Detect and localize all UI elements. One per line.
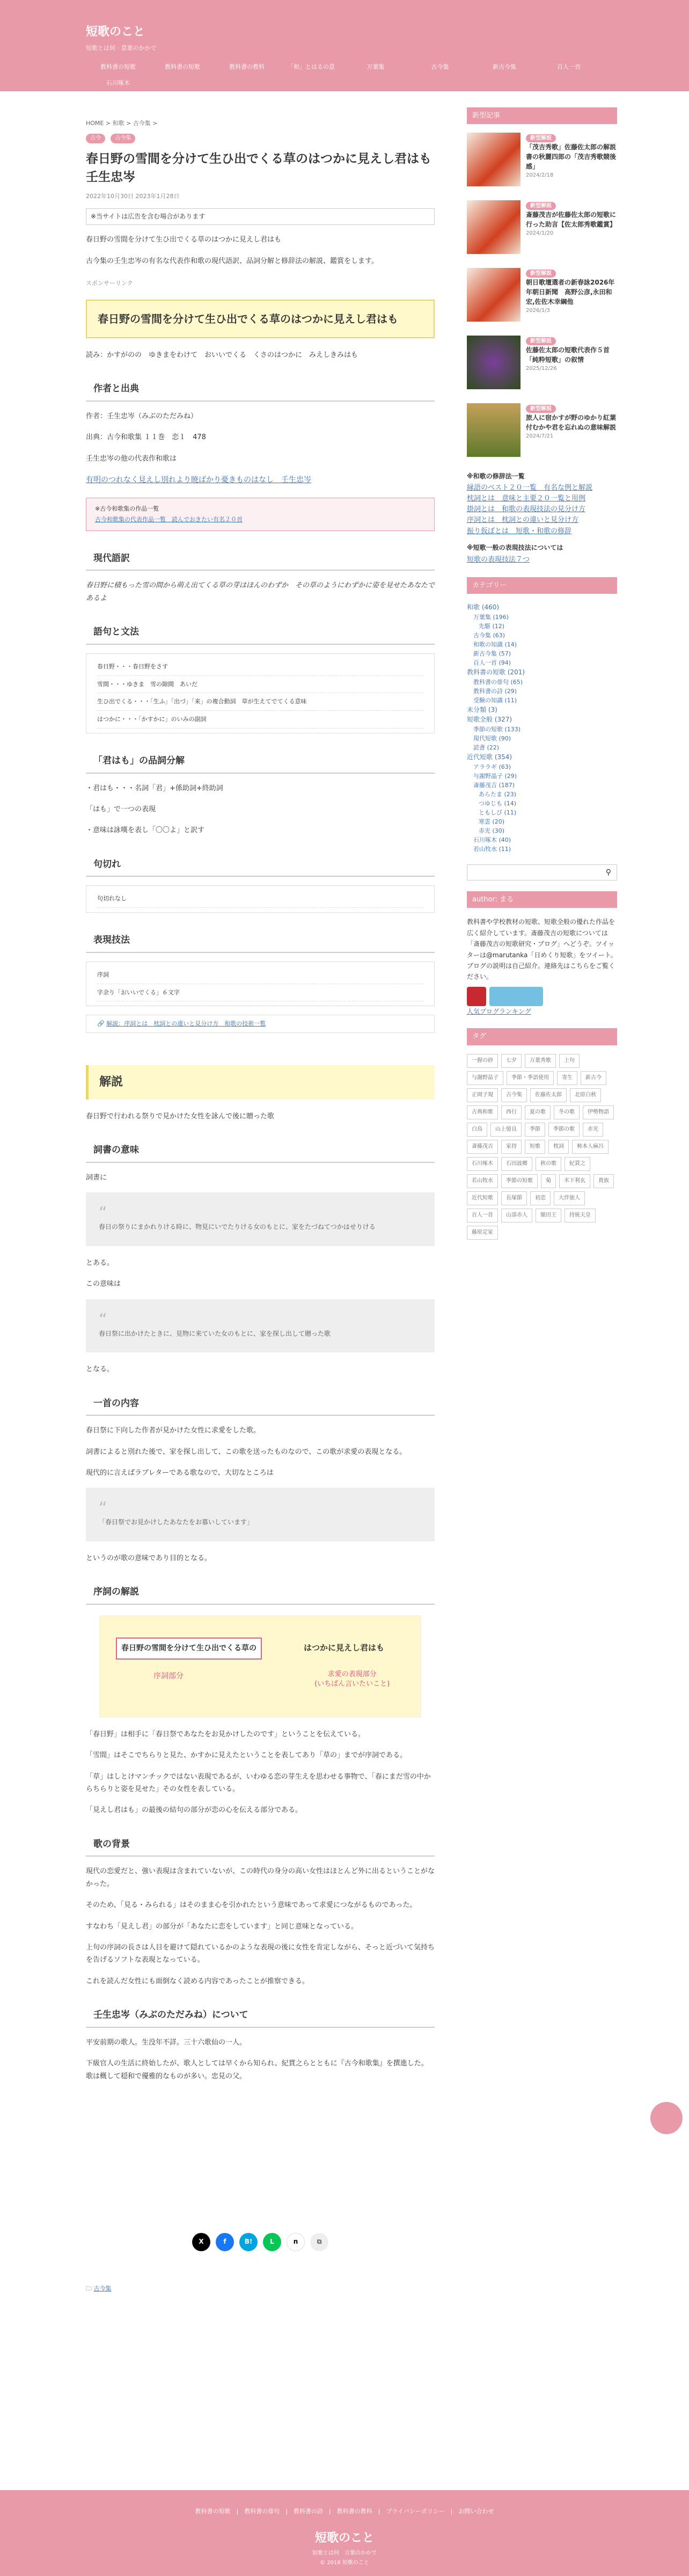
post-thumbnail[interactable] xyxy=(467,133,521,186)
sidebar-heading: カテゴリー xyxy=(467,577,617,594)
post-date: 2024/2/18 xyxy=(526,172,554,179)
footer-tagline: 短歌とは何 言葉のかかで xyxy=(312,2550,377,2557)
tag-link[interactable]: 新古今 xyxy=(581,1071,606,1085)
tag-link[interactable]: 伊勢物語 xyxy=(583,1105,614,1119)
site-logo[interactable]: 短歌のこと xyxy=(86,25,145,39)
hatena-share-button[interactable]: B! xyxy=(239,2233,258,2251)
tag-link[interactable]: 七夕 xyxy=(501,1054,522,1068)
tag-link[interactable]: 短歌 xyxy=(525,1140,545,1154)
list-item: 字余り「おいいでくる」６文字 xyxy=(97,984,423,1002)
tag-link[interactable]: 季節・季語使用 xyxy=(507,1071,554,1085)
rhetoric-links xyxy=(467,483,617,537)
ranking-icon[interactable] xyxy=(467,987,486,1006)
post-date: 2025/12/26 xyxy=(526,366,557,372)
section-heading: 句切れ xyxy=(86,853,435,877)
tag-link[interactable]: 佐藤佐太郎 xyxy=(530,1088,567,1102)
category-link[interactable]: 若山牧水 (11) xyxy=(473,846,511,853)
category-link[interactable]: 未分類 (3) xyxy=(467,705,497,714)
tech-link[interactable]: 解説：序詞とは 枕詞との違いと見分け方 和歌の技術一覧 xyxy=(106,1020,266,1028)
nav-item[interactable]: 教科書の短歌 xyxy=(100,63,136,70)
diagram-label: 序詞部分 xyxy=(153,1671,184,1680)
category-link[interactable]: 和歌 (460) xyxy=(467,603,500,612)
footer-links[interactable]: 教科書の短歌 | 教科書の俳句 | 教科書の詩 | 教科書の教科 | プライバシーポリシー | お問い合わせ xyxy=(195,2508,494,2515)
category-link[interactable]: 石川啄木 (40) xyxy=(473,836,511,843)
side-post[interactable] xyxy=(467,200,617,254)
body-text: 上句の序詞の長さは人目を避けて隠れているかのような表現の後に女性を肯定しながら、そっと近づいて気持ちを告げるソフトな表現となっている。 xyxy=(86,1943,435,1964)
related-box xyxy=(86,498,435,531)
quote-icon: “ xyxy=(99,1204,107,1223)
category-link[interactable]: 季節の短歌 (133) xyxy=(473,725,521,733)
tag-link[interactable]: 貴族 xyxy=(593,1174,614,1188)
source-text: 出典：古今和歌集 １１巻 恋１ 478 xyxy=(86,433,206,442)
body-text: この意味は xyxy=(86,1280,121,1289)
body-text: これを読んだ女性にも面倒なく読める内容であったことが推察できる。 xyxy=(86,1977,309,1985)
category-link[interactable]: 現代短歌 (90) xyxy=(473,734,511,742)
list-item: 序詞 xyxy=(97,966,423,984)
category-link[interactable]: 教科書の詩 (29) xyxy=(473,687,517,695)
category-link[interactable]: つゆじも (14) xyxy=(479,799,517,807)
list-item: 句切れなし xyxy=(97,890,423,908)
tag-link[interactable]: 上句 xyxy=(559,1054,580,1068)
tag-link[interactable]: 赤光 xyxy=(583,1123,603,1137)
author-text: 作者：壬生忠岑（みぶのただみね） xyxy=(86,412,198,420)
category-link[interactable]: 教科書の短歌 (201) xyxy=(467,668,525,676)
search-input[interactable] xyxy=(467,864,617,881)
scroll-top-button[interactable] xyxy=(650,2102,683,2134)
section-heading: 一首の内容 xyxy=(86,1392,435,1416)
tag-link[interactable]: 山上憶良 xyxy=(490,1123,522,1137)
category-link[interactable]: 斎藤茂吉 (187) xyxy=(473,781,515,789)
body-text: 春日祭に下向した作者が見かけた女性に求愛をした歌。 xyxy=(86,1427,261,1435)
footer-logo[interactable]: 短歌のこと xyxy=(314,2531,374,2545)
sidebar-heading: author: まる xyxy=(467,891,617,908)
tag-link[interactable]: 枕詞 xyxy=(548,1140,569,1154)
section-heading: 解説 xyxy=(86,1065,435,1100)
category-link[interactable]: 赤光 (30) xyxy=(479,827,505,834)
tech-list xyxy=(86,962,435,1007)
tag-link[interactable]: 夏の歌 xyxy=(525,1105,551,1119)
sponsor-label: スポンサーリンク xyxy=(86,280,133,287)
rhetoric-link[interactable]: 序詞とは 枕詞との違いと見分け方 xyxy=(467,516,579,525)
section-heading: 現代語訳 xyxy=(86,547,435,571)
tag-link[interactable]: 大伴旅人 xyxy=(554,1191,585,1205)
ranking-banners xyxy=(467,987,617,1006)
jokotoba-diagram xyxy=(99,1616,421,1718)
rhetoric-link[interactable]: 枕詞とは 意味と主要２０一覧と用例 xyxy=(467,494,586,503)
intro-text: 春日野の雪間を分けて生ひ出でくる草のはつかに見えし君はも xyxy=(86,236,282,244)
tag-link[interactable]: 初恋 xyxy=(530,1191,551,1205)
site-tagline: 短歌とは何 · 意葉のかかで xyxy=(86,44,157,52)
x-share-button[interactable]: X xyxy=(192,2233,210,2251)
kire-list xyxy=(86,885,435,913)
post-badge: 新型解説 xyxy=(526,134,556,142)
category-link[interactable]: 和歌の知識 (14) xyxy=(473,641,517,648)
nav-item[interactable]: 「和」とはるの意 xyxy=(288,63,335,70)
nav-item[interactable]: 百人一首 xyxy=(557,63,581,70)
kaisetsu-text: 春日野で行われる祭りで見かけた女性を詠んで後に贈った歌 xyxy=(86,1112,275,1120)
body-text: 「見えし君はも」の最後の結句の部分が恋の心を伝える部分である。 xyxy=(86,1806,303,1815)
tag-link[interactable]: 季節 xyxy=(525,1123,545,1137)
side-post[interactable] xyxy=(467,403,617,457)
diagram-label: 求愛の表現部分 (いちばん言いたいこと) xyxy=(314,1670,390,1689)
page-title: 春日野の雪間を分けて生ひ出でくる草のはつかに見えし君はも 壬生忠岑 xyxy=(86,151,431,185)
post-title[interactable]: 旅人に宿かすが野のゆかり紅葉付むかや君を忘れぬの意味解説 xyxy=(526,414,617,432)
tag-link[interactable]: 古典和歌 xyxy=(467,1105,498,1119)
tag-link[interactable]: 菊 xyxy=(541,1174,556,1188)
diagram-box: 春日野の雪間を分けて生ひ出でくる草の xyxy=(116,1638,262,1660)
post-title[interactable]: 佐藤佐太郎の短歌代表作５首「純粋短歌」の叙情 xyxy=(526,346,610,364)
diagram-text: はつかに見えし君はも xyxy=(304,1642,385,1653)
category-badge[interactable]: 古今 xyxy=(86,134,105,143)
category-link[interactable]: ともしび (11) xyxy=(479,809,517,816)
post-date: 2024/1/20 xyxy=(526,230,554,237)
other-works-text: 壬生忠岑の他の代表作和歌は xyxy=(86,454,177,463)
note-share-button[interactable]: n xyxy=(287,2233,305,2251)
post-badge: 新型解説 xyxy=(526,405,556,413)
side-post[interactable] xyxy=(467,133,617,186)
folder-icon: 🗀 xyxy=(86,2284,92,2292)
list-item: 雪間・・・ゆきま 雪の隙間 あいだ xyxy=(97,676,423,694)
section-heading: 歌の背景 xyxy=(86,1833,435,1857)
tag-link[interactable]: 額田王 xyxy=(536,1209,561,1222)
body-text: すなわち「見えし君」の部分が「あなたに恋をしています」と同じ意味となっている。 xyxy=(86,1922,358,1931)
tag-link[interactable]: 近代短歌 xyxy=(467,1191,498,1205)
copyright: © 2018 短歌のこと xyxy=(320,2560,369,2566)
rhetoric-link[interactable]: 縁語のベスト２０一覧 有名な例と解説 xyxy=(467,483,593,492)
tag-link[interactable]: 白鳥 xyxy=(467,1123,487,1137)
sidebar-heading: タグ xyxy=(467,1028,617,1045)
grammar-list xyxy=(86,653,435,733)
tag-link[interactable]: 柿本人麻呂 xyxy=(572,1140,609,1154)
link-icon: 🔗 xyxy=(97,1020,105,1028)
related-box-link[interactable]: 古今和歌集の代表作品一覧 読んでおきたい有名２０首 xyxy=(95,516,243,523)
rhetoric-link[interactable]: 掛詞とは 和歌の表現技法の見分け方 xyxy=(467,505,586,514)
body-text: 詞書によると別れた後で、家を探し出して、この歌を送ったものなので、この歌が求愛の表現となる。 xyxy=(86,1447,407,1456)
body-text: 「草」はしとけマンチックではない表現であるが、いわゆる恋の芽生えを思わせる事物で、「春にまだ雪の中からちらりと姿を見せた」その女性を表している。 xyxy=(86,1772,431,1794)
tag-link[interactable]: 山部赤人 xyxy=(501,1209,532,1222)
section-heading: 「君はも」の品詞分解 xyxy=(86,749,435,774)
post-thumbnail[interactable] xyxy=(467,268,521,322)
section-heading: 表現技法 xyxy=(86,929,435,953)
search-icon[interactable]: ⚲ xyxy=(605,868,611,877)
ad-notice: ※当サイトは広告を含む場合があります xyxy=(86,208,435,225)
body-text: となる。 xyxy=(86,1365,114,1374)
category-link[interactable]: あらたま (23) xyxy=(479,790,517,798)
tag-cloud xyxy=(467,1054,617,1240)
author-text: 教科書や学校教材の短歌、短歌全般の優れた作品を広く紹介しています。斎藤茂吉の短歌については「斎藤茂吉の短歌研究・ブログ」へどうぞ。ツイッターは@marutanka「日めくり短歌」をツイート。ブログの説明は自己紹介。連絡先はこちらをご覧ください。 xyxy=(467,918,617,981)
section-heading: 作者と出典 xyxy=(86,377,435,402)
quote-icon: “ xyxy=(99,1499,107,1518)
category-link[interactable]: 教科書の俳句 (65) xyxy=(473,678,523,686)
nav-item[interactable]: 教科書の短歌 xyxy=(165,63,200,70)
pos-text: ・君はも・・・名詞「君」+係助詞+終助詞 xyxy=(86,784,223,792)
tanka-tech-link[interactable]: 短歌の表現技法７つ xyxy=(467,556,530,564)
tag-link[interactable]: 紀貫之 xyxy=(565,1157,590,1171)
category-link[interactable]: 与謝野晶子 (29) xyxy=(473,772,517,780)
tag-link[interactable]: 一握の砂 xyxy=(467,1054,498,1068)
tag-link[interactable]: 斎藤茂吉 xyxy=(467,1140,498,1154)
copy-link-button[interactable]: ⧉ xyxy=(310,2233,328,2251)
tag-link[interactable]: 季節の歌 xyxy=(548,1123,580,1137)
tag-link[interactable]: 藤原定家 xyxy=(467,1226,498,1240)
category-link[interactable]: 近代短歌 (354) xyxy=(467,753,512,761)
tag-link[interactable]: 西行 xyxy=(501,1105,522,1119)
poem-box: 春日野の雪間を分けて生ひ出でくる草のはつかに見えし君はも xyxy=(86,300,435,338)
body-text: 平安前期の歌人。生没年不詳。三十六歌仙の一人。 xyxy=(86,2038,247,2047)
side-post[interactable] xyxy=(467,268,617,322)
category-link[interactable]: 古今集 (63) xyxy=(473,631,505,639)
post-badge: 新型解説 xyxy=(526,202,556,210)
rhetoric-link[interactable]: 振り仮ぼとは 短歌・和歌の修辞 xyxy=(467,527,572,535)
rhetoric-heading: ※和歌の修辞法一覧 xyxy=(467,472,525,481)
category-link[interactable]: 短歌全般 (327) xyxy=(467,716,512,724)
post-category xyxy=(86,2283,435,2294)
post-date: 2024/7/21 xyxy=(526,433,554,440)
intro-text: 古今集の壬生忠岑の有名な代表作和歌の現代語訳、品詞分解と修辞法の解説、鑑賞をします。 xyxy=(86,257,378,265)
post-dates: 2022年10月30日 2023年1月28日 xyxy=(86,192,180,200)
category-link[interactable]: 新古今集 (57) xyxy=(473,650,511,657)
tag-link[interactable]: 石川啄木 xyxy=(467,1157,498,1171)
body-text: 詞書に xyxy=(86,1173,107,1182)
category-link[interactable]: 読書 (22) xyxy=(473,744,500,751)
line-share-button[interactable]: L xyxy=(263,2233,281,2251)
quote-text: 「春日祭でお見かけしたあなたをお慕いしています」 xyxy=(99,1518,254,1526)
tag-link[interactable]: 秋の歌 xyxy=(536,1157,561,1171)
category-link[interactable]: 先駆 (12) xyxy=(479,622,505,630)
nav-item[interactable]: 古今集 xyxy=(431,63,449,70)
quote-icon: “ xyxy=(99,1310,107,1329)
list-item: 生ひ出でくる・・・「生ふ」「出づ」「来」の複合動詞 草が生えてでてくる意味 xyxy=(97,693,423,711)
related-box-title: ※古今和歌集の作品一覧 xyxy=(95,505,159,513)
body-text: 「春日野」は相手に「春日祭であなたをお見かけしたのです」ということを伝えている。 xyxy=(86,1730,365,1738)
tag-link[interactable]: 北原白秋 xyxy=(570,1088,601,1102)
section-heading: 詞書の意味 xyxy=(86,1139,435,1163)
list-item: 春日野・・・春日野をさす xyxy=(97,658,423,676)
tag-link[interactable]: 木下利玄 xyxy=(559,1174,590,1188)
sidebar-heading: 新型記事 xyxy=(467,107,617,124)
category-link[interactable]: アララギ (63) xyxy=(473,763,511,770)
pos-text: 「はも」で一つの表現 xyxy=(86,805,156,814)
category-link[interactable]: 万葉集 (196) xyxy=(473,613,509,621)
quote-text: 春日祭に出かけたときに、見物に来ていた女のもとに、家を探し出して贈った歌 xyxy=(99,1329,331,1337)
list-item: はつかに・・・「かすかに」のいみの副詞 xyxy=(97,711,423,729)
body-text: 現代的に言えばラブレターである歌なので、大切なところは xyxy=(86,1468,274,1477)
breadcrumb[interactable]: HOME > 和歌 > 古今集 > xyxy=(86,120,158,127)
post-thumbnail[interactable] xyxy=(467,200,521,254)
ranking-link[interactable]: 人気ブログランキング xyxy=(467,1007,531,1015)
nav-item[interactable]: 万葉集 xyxy=(367,63,385,70)
share-buttons xyxy=(86,2233,435,2251)
sidebar xyxy=(467,107,617,1240)
nav-item[interactable]: 石川啄木 xyxy=(106,79,130,86)
quote-box xyxy=(86,1299,435,1353)
pos-text: ・意味は詠嘆を表し「〇〇よ」と訳す xyxy=(86,826,205,835)
tag-link[interactable]: 冬の歌 xyxy=(554,1105,580,1119)
tag-link[interactable]: 季節の短歌 xyxy=(501,1174,538,1188)
post-title[interactable]: 斎藤茂吉が佐藤佐太郎の短歌に行った助言【佐太郎秀歌鑑賞】 xyxy=(526,211,617,229)
tag-link[interactable]: 正岡子規 xyxy=(467,1088,498,1102)
main-article xyxy=(86,118,435,2294)
quote-box xyxy=(86,1192,435,1246)
post-thumbnail[interactable] xyxy=(467,336,521,389)
tag-link[interactable]: 百人一首 xyxy=(467,1209,498,1222)
translation-text: 春日野に積もった雪の間から萌え出てくる草の芽はほんのわずか その草のようにわずかに姿を見せたあなたであるよ xyxy=(86,581,435,602)
tag-link[interactable]: 持統天皇 xyxy=(565,1209,596,1222)
body-text: というのが歌の意味であり目的となる。 xyxy=(86,1554,212,1562)
tag-link[interactable]: 長塚節 xyxy=(501,1191,527,1205)
yomi-text: 読み：かすがのの ゆきまをわけて おいいでくる くさのはつかに みえしきみはも xyxy=(86,351,358,359)
quote-text: 春日の祭りにまかれりける時に、物見にいでたりける女のもとに、家をたづねてつかはせりける xyxy=(99,1223,376,1231)
body-text: とある。 xyxy=(86,1258,114,1267)
category-link[interactable]: 受験の知識 (11) xyxy=(473,696,517,704)
body-text: 下級官人の生活に終始したが、歌人としては早くから知られ、紀貫之らとともに『古今和歌集』を撰進した。歌は概して穏和で優雅的なものが多い。忠見の父。 xyxy=(86,2060,428,2080)
post-badge: 新型解説 xyxy=(526,270,556,278)
category-link[interactable]: 寒雲 (20) xyxy=(479,818,505,825)
tag-link[interactable]: 古今集 xyxy=(501,1088,527,1102)
nav-item[interactable]: 教科書の教科 xyxy=(229,63,265,70)
post-badge: 新型解説 xyxy=(526,337,556,345)
body-text: 現代の恋愛だと、強い表現は含まれていないが、この時代の身分の高い女性はほとんど外に出るということがなかった。 xyxy=(86,1867,435,1888)
post-thumbnail[interactable] xyxy=(467,403,521,457)
category-list xyxy=(467,602,617,854)
post-category-link[interactable]: 古今集 xyxy=(93,2284,112,2292)
section-heading: 語句と文法 xyxy=(86,621,435,645)
post-title[interactable]: 朝日歌壇選者の新春詠2026年年朝日新聞 高野公彦,永田和宏,佐佐木幸綱他 xyxy=(526,279,615,306)
category-badge[interactable]: 古今集 xyxy=(111,134,135,143)
section-heading: 壬生忠岑（みぶのただみね）について xyxy=(86,2004,435,2028)
tech-link-box xyxy=(86,1015,435,1033)
tag-link[interactable]: 与謝野晶子 xyxy=(467,1071,503,1085)
quote-box xyxy=(86,1488,435,1541)
ranking-banner[interactable] xyxy=(489,987,543,1006)
section-heading: 序詞の解説 xyxy=(86,1581,435,1605)
post-date: 2026/1/3 xyxy=(526,308,550,314)
tag-link[interactable]: 万葉秀歌 xyxy=(525,1054,556,1068)
nav-item[interactable]: 新古今集 xyxy=(493,63,516,70)
post-title[interactable]: 「茂吉秀歌」佐藤佐太郎の解説書の秋麗四郎の「茂吉秀歌競後感」 xyxy=(526,143,617,171)
tag-link[interactable]: 寄生 xyxy=(557,1071,577,1085)
body-text: そのため、「見る・みられる」はそのまま心を引かれたという意味であって求愛につながるものであった。 xyxy=(86,1901,417,1910)
category-link[interactable]: 百人一首 (94) xyxy=(473,659,511,666)
tag-link[interactable]: 石田波郷 xyxy=(501,1157,532,1171)
facebook-share-button[interactable]: f xyxy=(216,2233,234,2251)
other-work-link[interactable]: 有明のつれなく見えし別れより暁ばかり憂きものはなし 壬生忠岑 xyxy=(86,476,311,485)
site-footer xyxy=(0,2490,689,2576)
tanka-tech-heading: ※短歌一般の表現技法については xyxy=(467,543,563,551)
tag-link[interactable]: 若山牧水 xyxy=(467,1174,498,1188)
global-nav xyxy=(86,59,603,91)
body-text: 「雪間」はそこでちらりと見た、かすかに見えたということを表してあり「草の」までが序詞である。 xyxy=(86,1751,407,1760)
side-post[interactable] xyxy=(467,336,617,389)
tag-link[interactable]: 家持 xyxy=(501,1140,522,1154)
